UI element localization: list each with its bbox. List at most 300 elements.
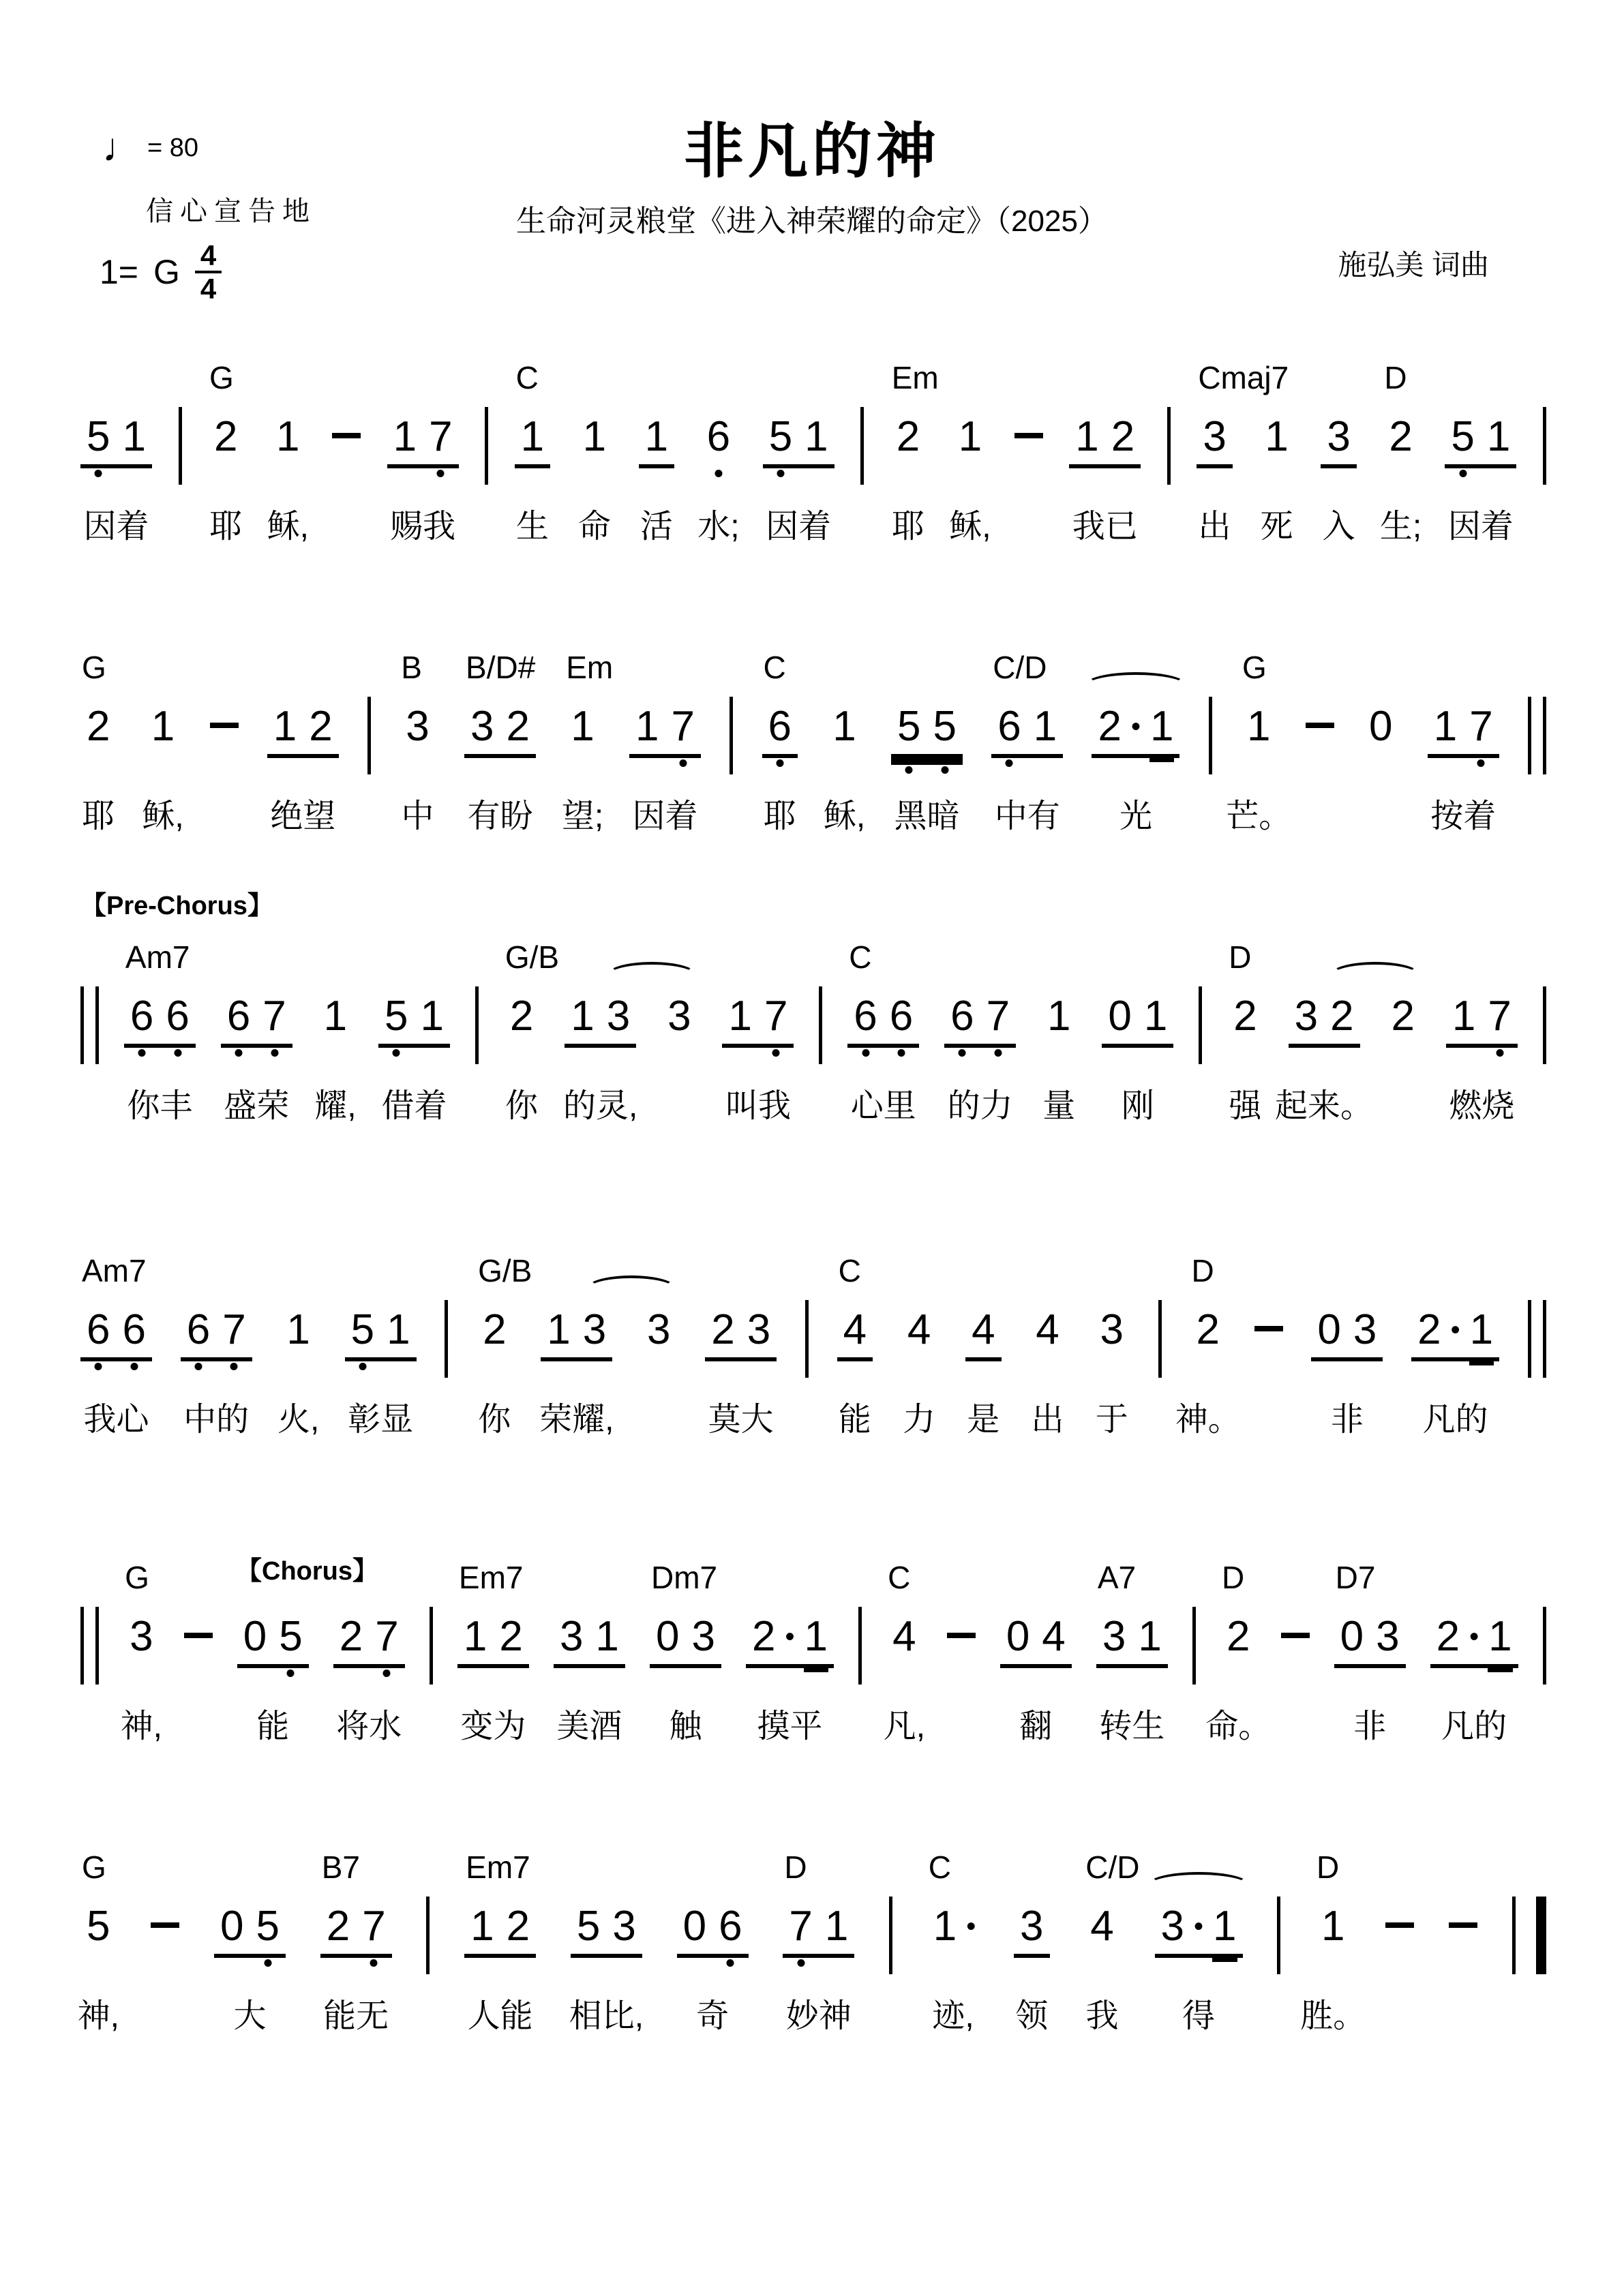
note-digit: 2	[896, 413, 920, 460]
note-digit: 7	[1482, 995, 1517, 1038]
note-token	[571, 1905, 642, 1958]
note-digit: 5	[378, 995, 414, 1038]
chord-label: Em7	[458, 1560, 524, 1595]
note-token	[1041, 995, 1077, 1048]
note-digit: 1	[1246, 703, 1271, 750]
note-token	[952, 415, 988, 468]
lyric-text: 赐我	[390, 509, 456, 545]
note-token	[577, 415, 612, 468]
note-digit: 1	[824, 1903, 849, 1950]
lyric-text: 能无	[323, 1998, 389, 2034]
chord-label: C	[515, 360, 539, 395]
barline-single	[426, 1897, 430, 1974]
note-column	[629, 703, 701, 834]
note-digit: 2	[1389, 413, 1413, 460]
note-token	[1190, 1308, 1225, 1361]
note-token	[270, 415, 305, 468]
note-column	[1227, 939, 1263, 1124]
dot-rhythm-icon: •	[1469, 1622, 1479, 1652]
time-denominator: 4	[200, 273, 217, 305]
note-token	[1092, 705, 1179, 758]
note-column	[1175, 1253, 1241, 1438]
lyric-text: 绝望	[270, 798, 336, 834]
note-token	[123, 1615, 159, 1668]
note-token	[639, 415, 674, 468]
lyric-text: 凡,	[883, 1708, 926, 1744]
note-token	[1102, 995, 1173, 1048]
note-column	[1321, 413, 1356, 545]
tie-arc	[607, 962, 697, 988]
duration-dash	[210, 723, 239, 728]
dot-rhythm-icon: •	[785, 1622, 795, 1652]
chord-label: D	[1317, 1849, 1340, 1885]
lyric-text: 的力	[947, 1088, 1013, 1124]
note-digit: 6	[944, 995, 980, 1038]
lyric-text: 彰显	[348, 1402, 414, 1438]
note-token	[965, 1308, 1001, 1361]
note-column	[1446, 993, 1518, 1124]
note-token	[722, 995, 794, 1048]
duration-dash	[1281, 1633, 1310, 1638]
note-digit: 2	[1330, 993, 1354, 1040]
lyric-text: 摸平	[757, 1708, 823, 1744]
note-token	[891, 705, 963, 758]
note-column	[762, 650, 798, 834]
note-token	[763, 415, 834, 468]
note-digit: 7	[980, 995, 1016, 1038]
note-digit: 3	[130, 1613, 153, 1660]
note-digit: 5	[927, 705, 962, 749]
note-digit: 1	[1033, 703, 1057, 750]
time-numerator: 4	[195, 240, 222, 273]
note-digit: 3	[1376, 1613, 1400, 1660]
note-column	[124, 939, 196, 1124]
note-token	[1430, 1615, 1518, 1668]
note-token	[1084, 1905, 1119, 1958]
note-column	[1094, 1306, 1130, 1438]
note-column	[320, 1849, 392, 2034]
note-digit: 2	[483, 1306, 507, 1353]
note-token	[1259, 415, 1294, 468]
chord-label: Em7	[466, 1849, 530, 1885]
note-column	[783, 1849, 854, 2034]
note-digit: 6	[847, 995, 883, 1038]
note-column	[77, 1849, 119, 2034]
note-digit: 5	[250, 1905, 285, 1948]
duration-dash	[184, 1633, 213, 1638]
note-token	[464, 705, 536, 758]
note-digit: 2	[87, 703, 110, 750]
lyric-text: 翻	[1019, 1708, 1053, 1744]
music-system	[80, 1253, 1546, 1438]
note-token	[901, 1308, 937, 1361]
lyric-text: 起来。	[1275, 1088, 1374, 1124]
lyric-text: 我心	[83, 1402, 149, 1438]
note-token	[783, 1905, 854, 1958]
note-token	[541, 1308, 612, 1361]
note-token	[1311, 1308, 1383, 1361]
note-digit: 1	[273, 703, 297, 750]
barline-single	[430, 1607, 433, 1685]
note-digit: 5	[1445, 415, 1480, 459]
note-digit: 5	[80, 415, 116, 459]
note-token	[280, 1308, 316, 1361]
note-column	[1205, 1560, 1272, 1744]
note-token	[1197, 415, 1232, 468]
lyric-text: 将水	[336, 1708, 402, 1744]
note-column	[515, 360, 550, 545]
note-token	[333, 1615, 405, 1668]
tie-arc	[1330, 962, 1420, 988]
note-column	[1041, 993, 1077, 1124]
lyric-text: 死	[1260, 509, 1293, 545]
note-column	[639, 413, 674, 545]
note-digit: 0	[243, 1613, 267, 1660]
note-column	[400, 650, 435, 834]
lyric-text: 稣,	[267, 509, 309, 545]
chord-label: D	[1229, 939, 1252, 975]
note-column	[944, 993, 1016, 1124]
note-digit: 1	[1144, 705, 1179, 749]
lyric-text: 耶	[82, 798, 115, 834]
note-column	[314, 993, 357, 1124]
note-token	[847, 995, 919, 1048]
note-digit: 6	[991, 705, 1027, 749]
lyric-text: 力	[903, 1402, 936, 1438]
note-token	[1334, 1615, 1406, 1668]
note-token	[1094, 1308, 1130, 1361]
lyric-text: 稣,	[142, 798, 184, 834]
note-token	[1411, 1308, 1499, 1361]
note-column	[1155, 1903, 1243, 2034]
note-digit: 7	[783, 1905, 818, 1948]
duration-dash	[1014, 433, 1043, 438]
lyric-text: 能	[256, 1708, 290, 1744]
note-token	[1428, 705, 1499, 758]
note-digit: 5	[763, 415, 798, 459]
barline-single	[445, 1300, 448, 1378]
chord-label: G/B	[505, 939, 560, 975]
note-digit: 0	[1369, 703, 1393, 750]
lyric-text: 相比,	[569, 1998, 644, 2034]
note-column	[901, 1306, 937, 1438]
note-digit: 2	[1436, 1613, 1460, 1660]
lyric-text: 量	[1042, 1088, 1076, 1124]
note-token	[677, 1905, 749, 1958]
note-digit: 1	[387, 1306, 410, 1353]
note-digit: 1	[323, 993, 348, 1040]
lyric-text: 因着	[1447, 509, 1514, 545]
barline-single	[730, 697, 733, 774]
chord-label: C/D	[1085, 1849, 1140, 1885]
note-digit: 1	[644, 413, 669, 460]
lyric-text: 是	[967, 1402, 1000, 1438]
note-digit: 0	[1340, 1613, 1364, 1660]
note-column	[477, 1253, 532, 1438]
duration-dash	[947, 1633, 976, 1638]
note-digit: 1	[798, 1615, 834, 1659]
note-digit: 4	[892, 1613, 916, 1660]
chord-label: Am7	[125, 939, 190, 975]
barline-final	[1512, 1897, 1546, 1974]
song-title: 非凡的神	[683, 117, 940, 185]
note-column	[539, 1306, 614, 1438]
lyric-text: 神。	[1175, 1402, 1241, 1438]
section-label: 【Pre-Chorus】	[80, 892, 273, 920]
note-digit: 3	[606, 993, 631, 1040]
note-digit: 1	[1047, 993, 1071, 1040]
note-column	[1430, 1613, 1518, 1744]
note-column	[277, 1306, 320, 1438]
note-token	[378, 995, 450, 1048]
note-digit: 4	[1036, 1306, 1059, 1353]
note-column	[80, 413, 152, 545]
note-column	[333, 1613, 405, 1744]
note-column	[1411, 1306, 1499, 1438]
barline-single	[889, 1897, 892, 1974]
duration-dash	[1385, 1922, 1414, 1928]
tie-arc	[1085, 672, 1187, 698]
note-digit: 3	[470, 703, 494, 750]
note-token	[80, 415, 152, 468]
note-column	[965, 1306, 1001, 1438]
note-column	[1259, 413, 1294, 545]
duration-dash	[332, 433, 361, 438]
lyric-text: 胜。	[1300, 1998, 1366, 2034]
barline-single	[1199, 986, 1202, 1064]
note-column	[387, 413, 459, 545]
note-digit: 6	[884, 995, 919, 1038]
chord-label: Em	[566, 650, 614, 685]
key-letter: G	[153, 253, 180, 292]
lyric-text: 非	[1330, 1402, 1364, 1438]
lyric-text: 触	[669, 1708, 702, 1744]
note-token	[515, 415, 550, 468]
note-token	[890, 415, 926, 468]
lyric-text: 望;	[561, 798, 604, 834]
note-column	[746, 1613, 834, 1744]
note-token	[565, 705, 600, 758]
barline-single	[1543, 407, 1546, 485]
note-token	[318, 995, 353, 1048]
note-digit: 2	[499, 1613, 523, 1660]
note-token	[1029, 1308, 1065, 1361]
note-token	[641, 1308, 676, 1361]
lyric-text: 妙神	[785, 1998, 852, 2034]
note-token	[267, 705, 339, 758]
note-digit: 2	[752, 1613, 776, 1660]
note-digit: 6	[701, 415, 736, 459]
note-digit: 6	[762, 705, 798, 749]
lyric-text: 凡的	[1422, 1402, 1488, 1438]
lyric-text: 的灵,	[563, 1088, 638, 1124]
note-column	[1197, 360, 1289, 545]
note-token	[208, 415, 243, 468]
chord-label: G/B	[478, 1253, 532, 1288]
lyric-text: 光	[1119, 798, 1152, 834]
note-column	[1428, 703, 1499, 834]
note-column	[1000, 1613, 1072, 1744]
note-digit: 1	[1265, 413, 1289, 460]
lyric-text: 刚	[1121, 1088, 1154, 1124]
note-digit: 1	[635, 703, 659, 750]
lyric-text: 神,	[120, 1708, 162, 1744]
music-system	[77, 1849, 1546, 2034]
note-token	[927, 1905, 980, 1958]
note-digit: 1	[520, 413, 545, 460]
note-digit: 6	[221, 995, 256, 1038]
note-column	[1092, 703, 1179, 834]
chord-label: D	[1191, 1253, 1214, 1288]
chord-label: Dm7	[650, 1560, 718, 1595]
lyric-text: 心里	[850, 1088, 916, 1124]
note-column	[1226, 650, 1292, 834]
note-digit: 0	[1006, 1613, 1030, 1660]
note-token	[457, 1615, 529, 1668]
note-column	[949, 413, 991, 545]
note-digit: 1	[276, 413, 300, 460]
note-digit: 1	[1433, 703, 1458, 750]
note-digit: 2	[1417, 1306, 1441, 1353]
note-token	[464, 1905, 536, 1958]
tempo-marking	[102, 125, 199, 170]
note-digit: 2	[1233, 993, 1257, 1040]
note-token	[705, 1308, 777, 1361]
note-digit: 5	[576, 1903, 601, 1950]
chord-label: C	[838, 1253, 861, 1288]
duration-dash	[151, 1922, 179, 1928]
note-digit: 5	[273, 1615, 308, 1659]
note-column	[1363, 705, 1398, 758]
note-digit: 2	[309, 703, 333, 750]
note-token	[650, 1615, 721, 1668]
chord-label: G	[1242, 650, 1267, 685]
lyric-text: 生	[515, 509, 549, 545]
note-digit: 2	[1226, 1613, 1250, 1660]
lyric-text: 出	[1198, 509, 1231, 545]
tie-arc	[586, 1275, 676, 1301]
note-column	[577, 413, 612, 545]
note-token	[1446, 995, 1518, 1048]
note-digit: 7	[1463, 705, 1499, 749]
note-digit: 3	[582, 1306, 607, 1353]
note-digit: 2	[214, 413, 238, 460]
chord-label: B/D#	[466, 650, 536, 685]
note-token	[565, 995, 636, 1048]
note-digit: 3	[1327, 413, 1351, 460]
note-column	[378, 993, 450, 1124]
lyric-text: 黑暗	[894, 798, 960, 834]
lyric-text: 叫我	[725, 1088, 791, 1124]
key-time-signature	[100, 240, 222, 305]
note-digit: 1	[571, 993, 595, 1040]
note-digit: 1	[122, 413, 146, 460]
note-digit: 1	[470, 1903, 494, 1950]
note-column	[705, 1306, 777, 1438]
note-column	[1334, 1560, 1406, 1744]
barline-single	[858, 1607, 862, 1685]
note-digit: 1	[958, 413, 982, 460]
note-digit: 7	[758, 995, 794, 1038]
barline-single	[179, 407, 182, 485]
note-digit: 2	[339, 1613, 363, 1660]
note-token	[145, 705, 181, 758]
chord-label: D	[1384, 360, 1407, 395]
note-digit: 4	[843, 1306, 867, 1353]
note-digit: 1	[1482, 1615, 1518, 1659]
note-column	[697, 413, 740, 545]
note-token	[237, 1615, 309, 1668]
note-token	[1014, 1905, 1049, 1958]
chord-label: C	[888, 1560, 911, 1595]
note-token	[400, 705, 435, 758]
note-digit: 5	[345, 1308, 380, 1352]
note-column	[927, 1849, 980, 2034]
note-token	[1227, 995, 1263, 1048]
note-token	[1321, 415, 1356, 468]
note-column	[1275, 993, 1374, 1124]
lyric-text: 奇	[696, 1998, 730, 2034]
chord-label: G	[209, 360, 234, 395]
chord-label: Am7	[82, 1253, 147, 1288]
note-column	[1014, 1903, 1049, 2034]
note-column	[120, 1560, 162, 1744]
note-column	[554, 1613, 625, 1744]
note-token	[629, 705, 701, 758]
note-token	[124, 995, 196, 1048]
note-column	[569, 1903, 644, 2034]
note-digit: 3	[1100, 1306, 1124, 1353]
note-digit: 0	[1317, 1306, 1341, 1353]
note-digit: 3	[1020, 1903, 1044, 1950]
dot-rhythm-icon: •	[966, 1912, 976, 1942]
note-column	[464, 1849, 536, 2034]
expression-marking: 信心宣告地	[146, 196, 316, 226]
lyric-text: 命。	[1205, 1708, 1272, 1744]
lyric-text: 活	[640, 509, 673, 545]
music-system	[80, 892, 1546, 1124]
lyric-text: 我已	[1072, 509, 1138, 545]
note-token	[1363, 705, 1398, 758]
note-digit: 2	[506, 703, 530, 750]
note-digit: 1	[832, 703, 856, 750]
note-digit: 6	[160, 995, 195, 1038]
note-column	[214, 1903, 286, 2034]
note-digit: 1	[1464, 1308, 1499, 1352]
key-prefix: 1=	[100, 253, 139, 292]
note-digit: 3	[747, 1306, 771, 1353]
lyric-text: 变为	[460, 1708, 526, 1744]
barline-double	[80, 986, 99, 1064]
note-column	[883, 1560, 926, 1744]
note-token	[80, 1308, 152, 1361]
note-digit: 6	[116, 1308, 151, 1352]
note-digit: 7	[665, 705, 700, 749]
note-digit: 3	[1102, 1613, 1126, 1660]
note-digit: 0	[655, 1613, 680, 1660]
note-column	[891, 703, 963, 834]
lyric-text: 能	[838, 1402, 871, 1438]
note-digit: 1	[463, 1613, 487, 1660]
lyric-text: 凡的	[1441, 1708, 1507, 1744]
lyric-text: 命	[577, 509, 611, 545]
note-digit: 1	[1486, 413, 1511, 460]
note-column	[1385, 995, 1420, 1048]
note-digit: 3	[646, 1306, 671, 1353]
note-digit: 1	[1075, 413, 1099, 460]
note-token	[944, 995, 1016, 1048]
note-digit: 3	[691, 1613, 715, 1660]
